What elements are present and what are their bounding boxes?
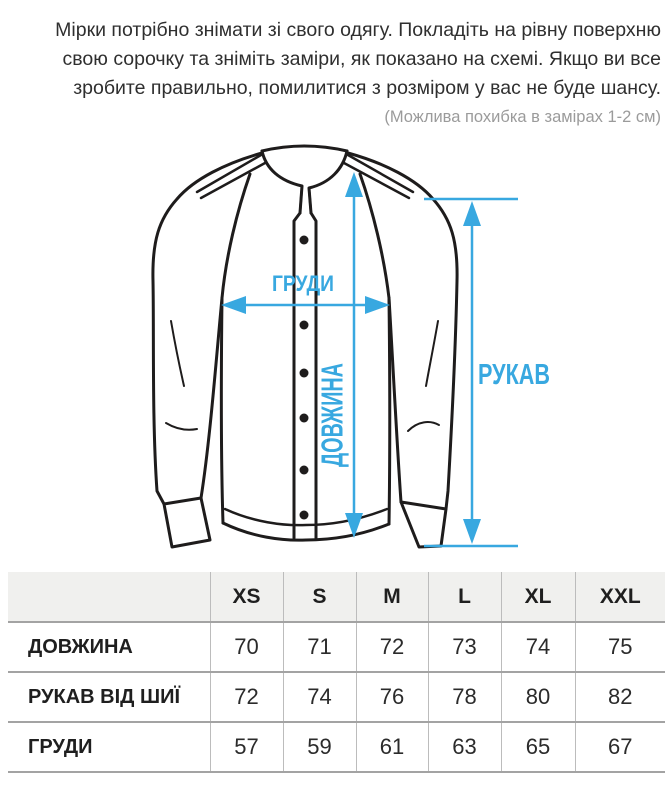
row-label-length: ДОВЖИНА bbox=[28, 635, 133, 658]
sleeve-left-fold bbox=[166, 423, 197, 430]
armhole-right bbox=[360, 174, 389, 298]
column-header-xl: XL bbox=[501, 572, 575, 622]
sleeve-label: РУКАВ bbox=[478, 359, 550, 391]
button-dot bbox=[300, 236, 309, 245]
chest-arrow bbox=[221, 296, 390, 314]
size-table bbox=[8, 572, 665, 773]
table-cell: 73 bbox=[428, 622, 501, 672]
table-cell: 65 bbox=[501, 722, 575, 772]
sleeve-left-inner bbox=[201, 298, 222, 498]
table-cell: 72 bbox=[210, 672, 283, 722]
table-cell: 75 bbox=[575, 622, 665, 672]
arrowhead-up-icon bbox=[463, 201, 481, 226]
size-table-corner-cell bbox=[8, 572, 210, 622]
sleeve-left-crease bbox=[171, 321, 184, 386]
table-cell: 72 bbox=[356, 622, 428, 672]
table-cell: 63 bbox=[428, 722, 501, 772]
table-cell: 71 bbox=[283, 622, 356, 672]
intro-text bbox=[0, 0, 672, 103]
arrowhead-right-icon bbox=[365, 296, 390, 314]
body-left bbox=[221, 298, 223, 523]
measurement-annotations bbox=[221, 172, 550, 546]
table-cell: 67 bbox=[575, 722, 665, 772]
sleeve-right-fold bbox=[408, 422, 439, 431]
arrowhead-down-icon bbox=[463, 519, 481, 544]
table-cell: 70 bbox=[210, 622, 283, 672]
table-cell: 78 bbox=[428, 672, 501, 722]
intro-line-2: свою сорочку та зніміть заміри, як показано на схемі. Якщо ви все bbox=[62, 48, 661, 70]
row-label-sleeve: РУКАВ ВІД ШИЇ bbox=[28, 685, 180, 708]
table-cell: 57 bbox=[210, 722, 283, 772]
table-row-sleeve bbox=[8, 672, 665, 722]
length-arrow bbox=[345, 172, 363, 538]
button-dot bbox=[300, 466, 309, 475]
table-cell: 74 bbox=[501, 622, 575, 672]
shirt-drawing bbox=[153, 146, 457, 547]
sleeve-right-outer bbox=[348, 153, 457, 509]
button-dot bbox=[300, 511, 309, 520]
sleeve-right-crease bbox=[426, 321, 438, 386]
collar-top bbox=[262, 146, 347, 151]
column-header-l: L bbox=[428, 572, 501, 622]
row-label-chest: ГРУДИ bbox=[28, 735, 93, 758]
button-dot bbox=[300, 321, 309, 330]
column-header-s: S bbox=[283, 572, 356, 622]
size-table-header-row bbox=[8, 572, 665, 622]
armhole-left bbox=[222, 174, 250, 298]
table-cell: 74 bbox=[283, 672, 356, 722]
table-row-length bbox=[8, 622, 665, 672]
button-dot bbox=[300, 414, 309, 423]
collar-left-wing bbox=[262, 151, 302, 213]
table-cell: 61 bbox=[356, 722, 428, 772]
arrowhead-left-icon bbox=[221, 296, 246, 314]
collar-right-wing bbox=[309, 151, 347, 213]
length-label: ДОВЖИНА bbox=[314, 304, 350, 467]
chest-label: ГРУДИ bbox=[272, 271, 334, 296]
shirt-measurement-diagram bbox=[0, 135, 672, 572]
intro-line-1: Мірки потрібно знімати зі свого одягу. Покладіть на рівну поверхню bbox=[55, 19, 661, 41]
button-dot bbox=[300, 369, 309, 378]
table-cell: 82 bbox=[575, 672, 665, 722]
table-row-chest bbox=[8, 722, 665, 772]
column-header-xxl: XXL bbox=[575, 572, 665, 622]
tolerance-note: (Можлива похибка в замірах 1-2 см) bbox=[384, 108, 661, 126]
table-cell: 80 bbox=[501, 672, 575, 722]
column-header-xs: XS bbox=[210, 572, 283, 622]
cuff-right bbox=[401, 502, 446, 547]
table-cell: 76 bbox=[356, 672, 428, 722]
column-header-m: M bbox=[356, 572, 428, 622]
table-cell: 59 bbox=[283, 722, 356, 772]
intro-line-3: зробите правильно, помилитися з розміром у вас не буде шансу. bbox=[73, 77, 661, 99]
cuff-left bbox=[164, 498, 210, 547]
